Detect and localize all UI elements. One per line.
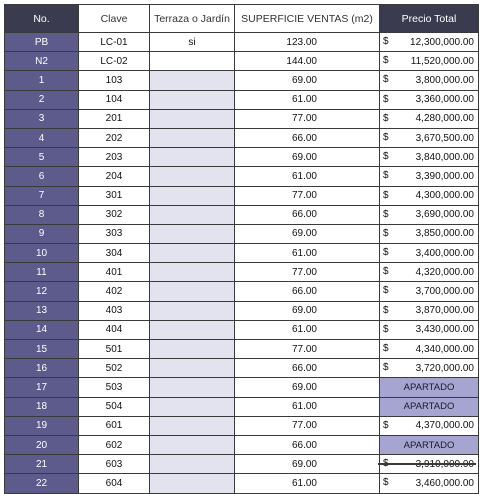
cell-terraza[interactable] [150, 397, 235, 416]
cell-superficie[interactable]: 61.00 [235, 90, 380, 109]
cell-no[interactable]: 15 [5, 340, 79, 359]
currency-symbol: $ [383, 304, 389, 316]
cell-terraza[interactable] [150, 128, 235, 147]
table-row [5, 167, 479, 186]
table-row [5, 263, 479, 282]
cell-terraza[interactable] [150, 320, 235, 339]
cell-precio[interactable] [380, 244, 479, 263]
currency-symbol: $ [383, 170, 389, 182]
cell-precio[interactable] [380, 90, 479, 109]
cell-superficie[interactable]: 77.00 [235, 340, 380, 359]
table-row [5, 340, 479, 359]
cell-clave[interactable]: 603 [79, 455, 150, 474]
cell-no[interactable]: 22 [5, 474, 79, 493]
price-amount: 4,370,000.00 [415, 420, 474, 432]
cell-superficie[interactable]: 69.00 [235, 301, 380, 320]
cell-clave[interactable]: 303 [79, 224, 150, 243]
cell-precio[interactable] [380, 128, 479, 147]
cell-precio[interactable] [380, 71, 479, 90]
currency-symbol: $ [383, 151, 389, 163]
cell-superficie[interactable]: 123.00 [235, 33, 380, 52]
table-row [5, 128, 479, 147]
cell-no[interactable]: 1 [5, 71, 79, 90]
header-row [5, 5, 479, 33]
cell-precio[interactable] [380, 33, 479, 52]
cell-superficie[interactable]: 77.00 [235, 109, 380, 128]
cell-precio[interactable] [380, 205, 479, 224]
cell-terraza[interactable] [150, 109, 235, 128]
cell-precio[interactable] [380, 186, 479, 205]
table-row [5, 416, 479, 435]
cell-no[interactable]: 13 [5, 301, 79, 320]
cell-terraza[interactable] [150, 359, 235, 378]
cell-no[interactable]: 19 [5, 416, 79, 435]
cell-superficie[interactable]: 144.00 [235, 52, 380, 71]
table-row [5, 33, 479, 52]
table-row [5, 244, 479, 263]
cell-selection-border [378, 463, 476, 465]
price-amount: 3,800,000.00 [415, 74, 474, 86]
cell-no[interactable]: 3 [5, 109, 79, 128]
table-row [5, 359, 479, 378]
cell-precio[interactable] [380, 167, 479, 186]
price-amount: 3,720,000.00 [415, 362, 474, 374]
header-no[interactable]: No. [5, 5, 79, 33]
cell-precio[interactable] [380, 416, 479, 435]
cell-terraza[interactable] [150, 378, 235, 397]
currency-symbol: $ [383, 266, 389, 278]
currency-symbol: $ [383, 247, 389, 259]
cell-terraza[interactable] [150, 52, 235, 71]
cell-superficie[interactable]: 77.00 [235, 263, 380, 282]
cell-clave[interactable]: 401 [79, 263, 150, 282]
table-row [5, 301, 479, 320]
table-row [5, 186, 479, 205]
cell-terraza[interactable] [150, 224, 235, 243]
currency-symbol: $ [383, 419, 389, 431]
cell-clave[interactable]: 403 [79, 301, 150, 320]
cell-superficie[interactable]: 66.00 [235, 435, 380, 454]
cell-superficie[interactable]: 61.00 [235, 474, 380, 493]
header-precio[interactable]: Precio Total [380, 5, 479, 33]
cell-superficie[interactable]: 69.00 [235, 148, 380, 167]
cell-precio[interactable] [380, 301, 479, 320]
cell-precio[interactable] [380, 359, 479, 378]
price-amount: 11,520,000.00 [410, 55, 474, 67]
table-row [5, 435, 479, 454]
cell-terraza[interactable] [150, 167, 235, 186]
cell-no[interactable]: 8 [5, 205, 79, 224]
currency-symbol: $ [383, 55, 389, 67]
cell-no[interactable]: 2 [5, 90, 79, 109]
currency-symbol: $ [383, 285, 389, 297]
cell-clave[interactable]: 503 [79, 378, 150, 397]
cell-superficie[interactable]: 66.00 [235, 128, 380, 147]
cell-clave[interactable]: 602 [79, 435, 150, 454]
cell-no[interactable]: 10 [5, 244, 79, 263]
currency-symbol: $ [383, 477, 389, 489]
cell-no[interactable]: 5 [5, 148, 79, 167]
cell-clave[interactable]: 103 [79, 71, 150, 90]
price-table [4, 4, 479, 494]
price-amount: 3,840,000.00 [415, 151, 474, 163]
price-amount: 4,280,000.00 [415, 113, 474, 125]
cell-clave[interactable]: 304 [79, 244, 150, 263]
cell-clave[interactable]: 202 [79, 128, 150, 147]
cell-no[interactable]: 17 [5, 378, 79, 397]
currency-symbol: $ [383, 93, 389, 105]
cell-superficie[interactable]: 69.00 [235, 224, 380, 243]
price-amount: 3,850,000.00 [415, 228, 474, 240]
cell-clave[interactable]: 601 [79, 416, 150, 435]
price-amount: 3,390,000.00 [415, 170, 474, 182]
cell-terraza[interactable] [150, 416, 235, 435]
cell-terraza[interactable] [150, 71, 235, 90]
price-amount: 3,870,000.00 [415, 305, 474, 317]
cell-precio[interactable] [380, 224, 479, 243]
table-row [5, 282, 479, 301]
cell-terraza[interactable] [150, 435, 235, 454]
cell-no[interactable]: 16 [5, 359, 79, 378]
cell-superficie[interactable]: 77.00 [235, 186, 380, 205]
cell-terraza[interactable] [150, 148, 235, 167]
cell-superficie[interactable]: 66.00 [235, 359, 380, 378]
table-row [5, 320, 479, 339]
table-row [5, 474, 479, 493]
price-amount: 3,400,000.00 [415, 247, 474, 259]
currency-symbol: $ [383, 323, 389, 335]
cell-terraza[interactable] [150, 186, 235, 205]
table-row [5, 148, 479, 167]
cell-clave[interactable]: LC-02 [79, 52, 150, 71]
cell-precio[interactable] [380, 148, 479, 167]
cell-no[interactable]: 18 [5, 397, 79, 416]
cell-clave[interactable]: 204 [79, 167, 150, 186]
header-clave[interactable]: Clave [79, 5, 150, 33]
cell-no[interactable]: 7 [5, 186, 79, 205]
cell-terraza[interactable]: si [150, 33, 235, 52]
cell-clave[interactable]: 604 [79, 474, 150, 493]
header-terraza[interactable]: Terraza o Jardín [150, 5, 235, 33]
cell-terraza[interactable] [150, 455, 235, 474]
currency-symbol: $ [383, 112, 389, 124]
table-row [5, 205, 479, 224]
table-row [5, 52, 479, 71]
currency-symbol: $ [383, 74, 389, 86]
cell-precio[interactable] [380, 282, 479, 301]
cell-terraza[interactable] [150, 282, 235, 301]
cell-superficie[interactable]: 69.00 [235, 455, 380, 474]
currency-symbol: $ [383, 227, 389, 239]
header-superficie[interactable]: SUPERFICIE VENTAS (m2) [235, 5, 380, 33]
cell-terraza[interactable] [150, 205, 235, 224]
price-amount: 3,690,000.00 [415, 209, 474, 221]
cell-terraza[interactable] [150, 90, 235, 109]
cell-clave[interactable]: LC-01 [79, 33, 150, 52]
cell-no[interactable]: 4 [5, 128, 79, 147]
cell-superficie[interactable]: 61.00 [235, 320, 380, 339]
cell-superficie[interactable]: 66.00 [235, 205, 380, 224]
cell-precio[interactable] [380, 52, 479, 71]
cell-clave[interactable]: 504 [79, 397, 150, 416]
cell-precio-apartado[interactable]: APARTADO [380, 397, 479, 416]
price-amount: 3,670,500.00 [415, 132, 474, 144]
cell-precio[interactable] [380, 109, 479, 128]
cell-no[interactable]: 14 [5, 320, 79, 339]
cell-superficie[interactable]: 66.00 [235, 282, 380, 301]
table-row [5, 378, 479, 397]
cell-terraza[interactable] [150, 244, 235, 263]
cell-no[interactable]: 20 [5, 435, 79, 454]
table-row [5, 109, 479, 128]
cell-superficie[interactable]: 69.00 [235, 71, 380, 90]
cell-clave[interactable]: 404 [79, 320, 150, 339]
cell-clave[interactable]: 302 [79, 205, 150, 224]
cell-superficie[interactable]: 69.00 [235, 378, 380, 397]
currency-symbol: $ [383, 36, 389, 47]
cell-clave[interactable]: 301 [79, 186, 150, 205]
table-row [5, 397, 479, 416]
currency-symbol: $ [383, 343, 389, 354]
cell-precio[interactable] [380, 474, 479, 493]
price-amount: 4,320,000.00 [415, 266, 474, 278]
cell-no[interactable]: 21 [5, 455, 79, 474]
cell-superficie[interactable]: 61.00 [235, 244, 380, 263]
cell-clave[interactable]: 104 [79, 90, 150, 109]
table-row [5, 90, 479, 109]
currency-symbol: $ [383, 208, 389, 220]
cell-superficie[interactable]: 61.00 [235, 167, 380, 186]
table-row [5, 71, 479, 90]
cell-terraza[interactable] [150, 474, 235, 493]
price-amount: 12,300,000.00 [410, 36, 474, 48]
cell-precio-apartado[interactable]: APARTADO [380, 378, 479, 397]
cell-clave[interactable]: 203 [79, 148, 150, 167]
cell-no[interactable]: 6 [5, 167, 79, 186]
price-amount: 3,700,000.00 [415, 286, 474, 298]
price-amount: 4,340,000.00 [415, 343, 474, 355]
price-amount: 3,360,000.00 [415, 94, 474, 106]
price-amount: 4,300,000.00 [415, 190, 474, 202]
price-amount: 3,430,000.00 [415, 324, 474, 336]
currency-symbol: $ [383, 189, 389, 201]
cell-precio[interactable] [380, 340, 479, 359]
cell-clave[interactable]: 502 [79, 359, 150, 378]
cell-clave[interactable]: 201 [79, 109, 150, 128]
cell-precio-apartado[interactable]: APARTADO [380, 435, 479, 454]
cell-terraza[interactable] [150, 301, 235, 320]
cell-terraza[interactable] [150, 263, 235, 282]
currency-symbol: $ [383, 131, 389, 143]
cell-superficie[interactable]: 77.00 [235, 416, 380, 435]
cell-no[interactable]: N2 [5, 52, 79, 71]
cell-no[interactable]: PB [5, 33, 79, 52]
cell-no[interactable]: 9 [5, 224, 79, 243]
cell-no[interactable]: 11 [5, 263, 79, 282]
table-row [5, 224, 479, 243]
cell-superficie[interactable]: 61.00 [235, 397, 380, 416]
cell-clave[interactable]: 501 [79, 340, 150, 359]
cell-terraza[interactable] [150, 340, 235, 359]
currency-symbol: $ [383, 362, 389, 374]
cell-no[interactable]: 12 [5, 282, 79, 301]
table-body [5, 33, 479, 494]
cell-precio[interactable] [380, 320, 479, 339]
cell-precio[interactable] [380, 263, 479, 282]
price-amount: 3,460,000.00 [415, 477, 474, 489]
cell-clave[interactable]: 402 [79, 282, 150, 301]
